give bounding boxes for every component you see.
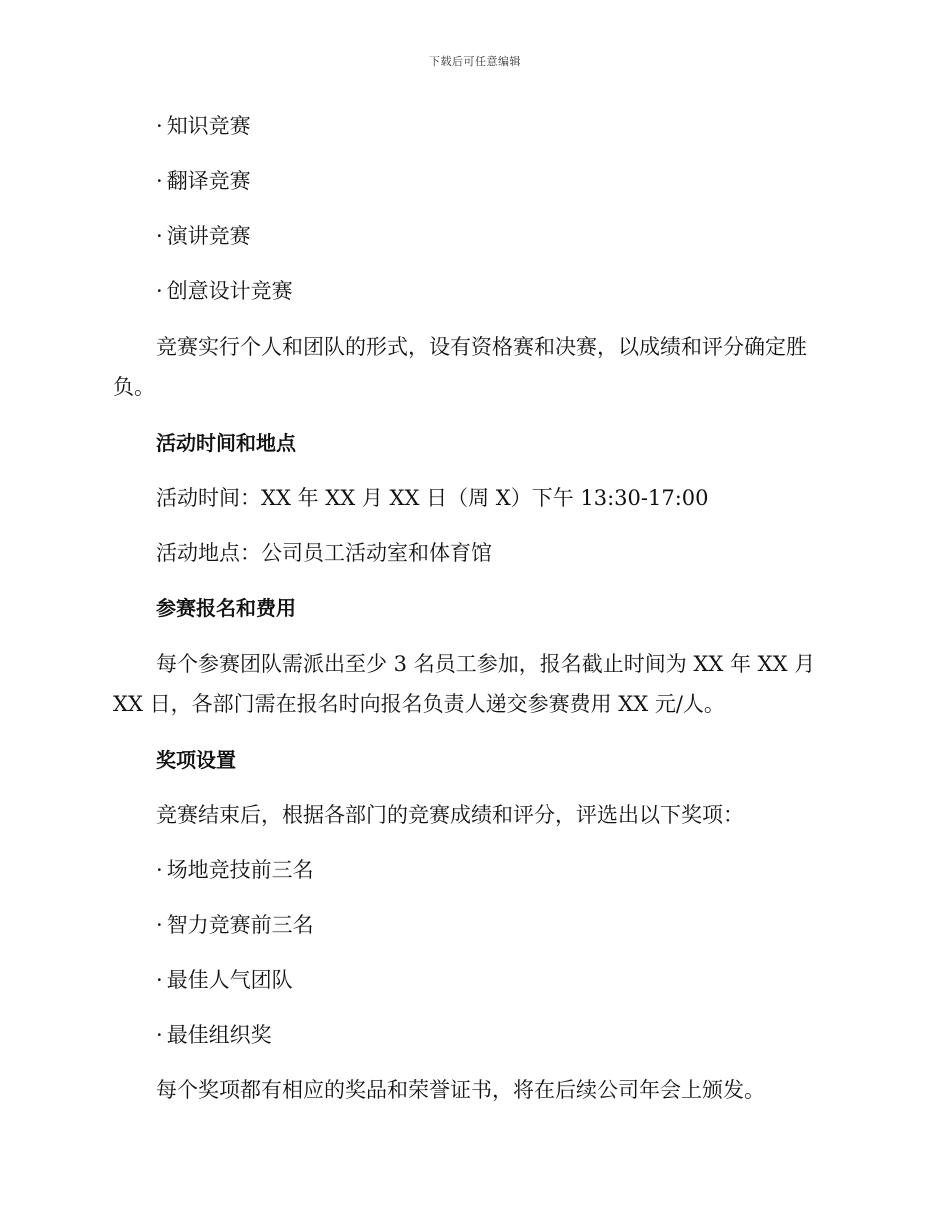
page-header-note: 下载后可任意编辑 xyxy=(429,55,521,68)
paragraph-line: 负。 xyxy=(113,375,155,399)
list-item: · 智力竞赛前三名 xyxy=(156,911,314,939)
paragraph-line: 竞赛实行个人和团队的形式，设有资格赛和决赛，以成绩和评分确定胜 xyxy=(156,335,807,359)
event-time: 活动时间：XX 年 XX 月 XX 日（周 X）下午 13:30-17:00 xyxy=(156,486,709,510)
list-item: · 翻译竞赛 xyxy=(156,167,251,195)
event-place: 活动地点：公司员工活动室和体育馆 xyxy=(156,541,492,565)
list-item: · 场地竞技前三名 xyxy=(156,856,314,884)
paragraph-line: XX 日，各部门需在报名时向报名负责人递交参赛费用 XX 元/人。 xyxy=(113,692,725,716)
section-heading: 参赛报名和费用 xyxy=(156,596,296,620)
section-heading: 奖项设置 xyxy=(156,748,236,772)
list-item: · 创意设计竞赛 xyxy=(156,277,293,305)
list-item: · 最佳组织奖 xyxy=(156,1021,272,1049)
paragraph-line: 每个参赛团队需派出至少 3 名员工参加，报名截止时间为 XX 年 XX 月 xyxy=(156,652,816,676)
paragraph-line: 竞赛结束后，根据各部门的竞赛成绩和评分，评选出以下奖项： xyxy=(156,803,744,827)
list-item: · 知识竞赛 xyxy=(156,112,251,140)
section-heading: 活动时间和地点 xyxy=(156,431,296,455)
list-item: · 演讲竞赛 xyxy=(156,222,251,250)
paragraph-line: 每个奖项都有相应的奖品和荣誉证书，将在后续公司年会上颁发。 xyxy=(156,1078,765,1102)
list-item: · 最佳人气团队 xyxy=(156,966,293,994)
